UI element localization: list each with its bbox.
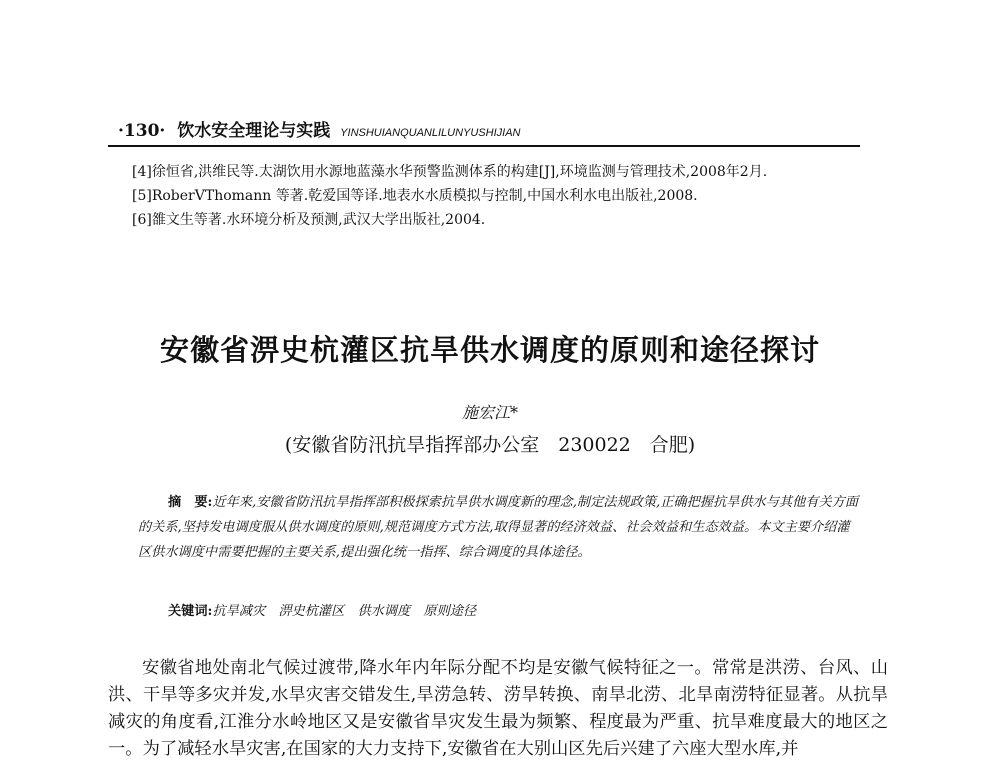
reference-list: [132, 160, 872, 232]
journal-title: 饮水安全理论与实践: [177, 121, 331, 141]
abstract: [138, 490, 860, 565]
page-number: ·130·: [118, 121, 166, 141]
reference-item: [4]徐恒省,洪维民等.太湖饮用水源地蓝藻水华预警监测体系的构建[J],环境监测与管理技术,2008年2月.: [132, 164, 768, 180]
article-title: 安徽省淠史杭灌区抗旱供水调度的原则和途径探讨: [159, 333, 820, 367]
abstract-label: 摘 要:: [168, 495, 213, 510]
keywords-text: 抗旱减灾 淠史杭灌区 供水调度 原则途径: [212, 604, 477, 619]
reference-item: [6]雒文生等著.水环境分析及预测,武汉大学出版社,2004.: [132, 212, 486, 228]
article-author: 施宏江*: [461, 403, 518, 422]
body-paragraph: 安徽省地处南北气候过渡带,降水年内年际分配不均是安徽气候特征之一。常常是洪涝、台风、山洪、干旱等多灾并发,水旱灾害交错发生,旱涝急转、涝旱转换、南旱北涝、北旱南涝特征显著。从抗旱减灾的角度看,江淮分水岭地区又是安徽省旱灾发生最为频繁、程度最为严重、抗旱难度最大的地区之一。为了减轻水旱灾害,在国家的大力支持下,安徽省在大别山区先后兴建了六座大型水库,并: [108, 658, 888, 759]
abstract-text: 近年来,安徽省防汛抗旱指挥部积极探索抗旱供水调度新的理念,制定法规政策,正确把握抗旱供水与其他有关方面的关系,坚持发电调度服从供水调度的原则,规范调度方式方法,取得显著的经济效益、社会效益和生态效益。本文主要介绍灌区供水调度中需要把握的主要关系,提出强化统一指挥、综合调度的具体途径。: [138, 495, 859, 560]
author-affiliation: (安徽省防汛抗旱指挥部办公室 230022 合肥): [284, 434, 696, 456]
journal-title-pinyin: YINSHUIANQUANLILUNYUSHIJIAN: [340, 127, 521, 139]
reference-item: [5]RoberVThomann 等著.乾爱国等译.地表水水质模拟与控制,中国水利水电出版社,2008.: [132, 188, 698, 204]
header-divider: [108, 145, 860, 147]
keywords: [168, 600, 868, 619]
running-header: [118, 116, 858, 141]
keywords-label: 关键词:: [168, 604, 213, 619]
